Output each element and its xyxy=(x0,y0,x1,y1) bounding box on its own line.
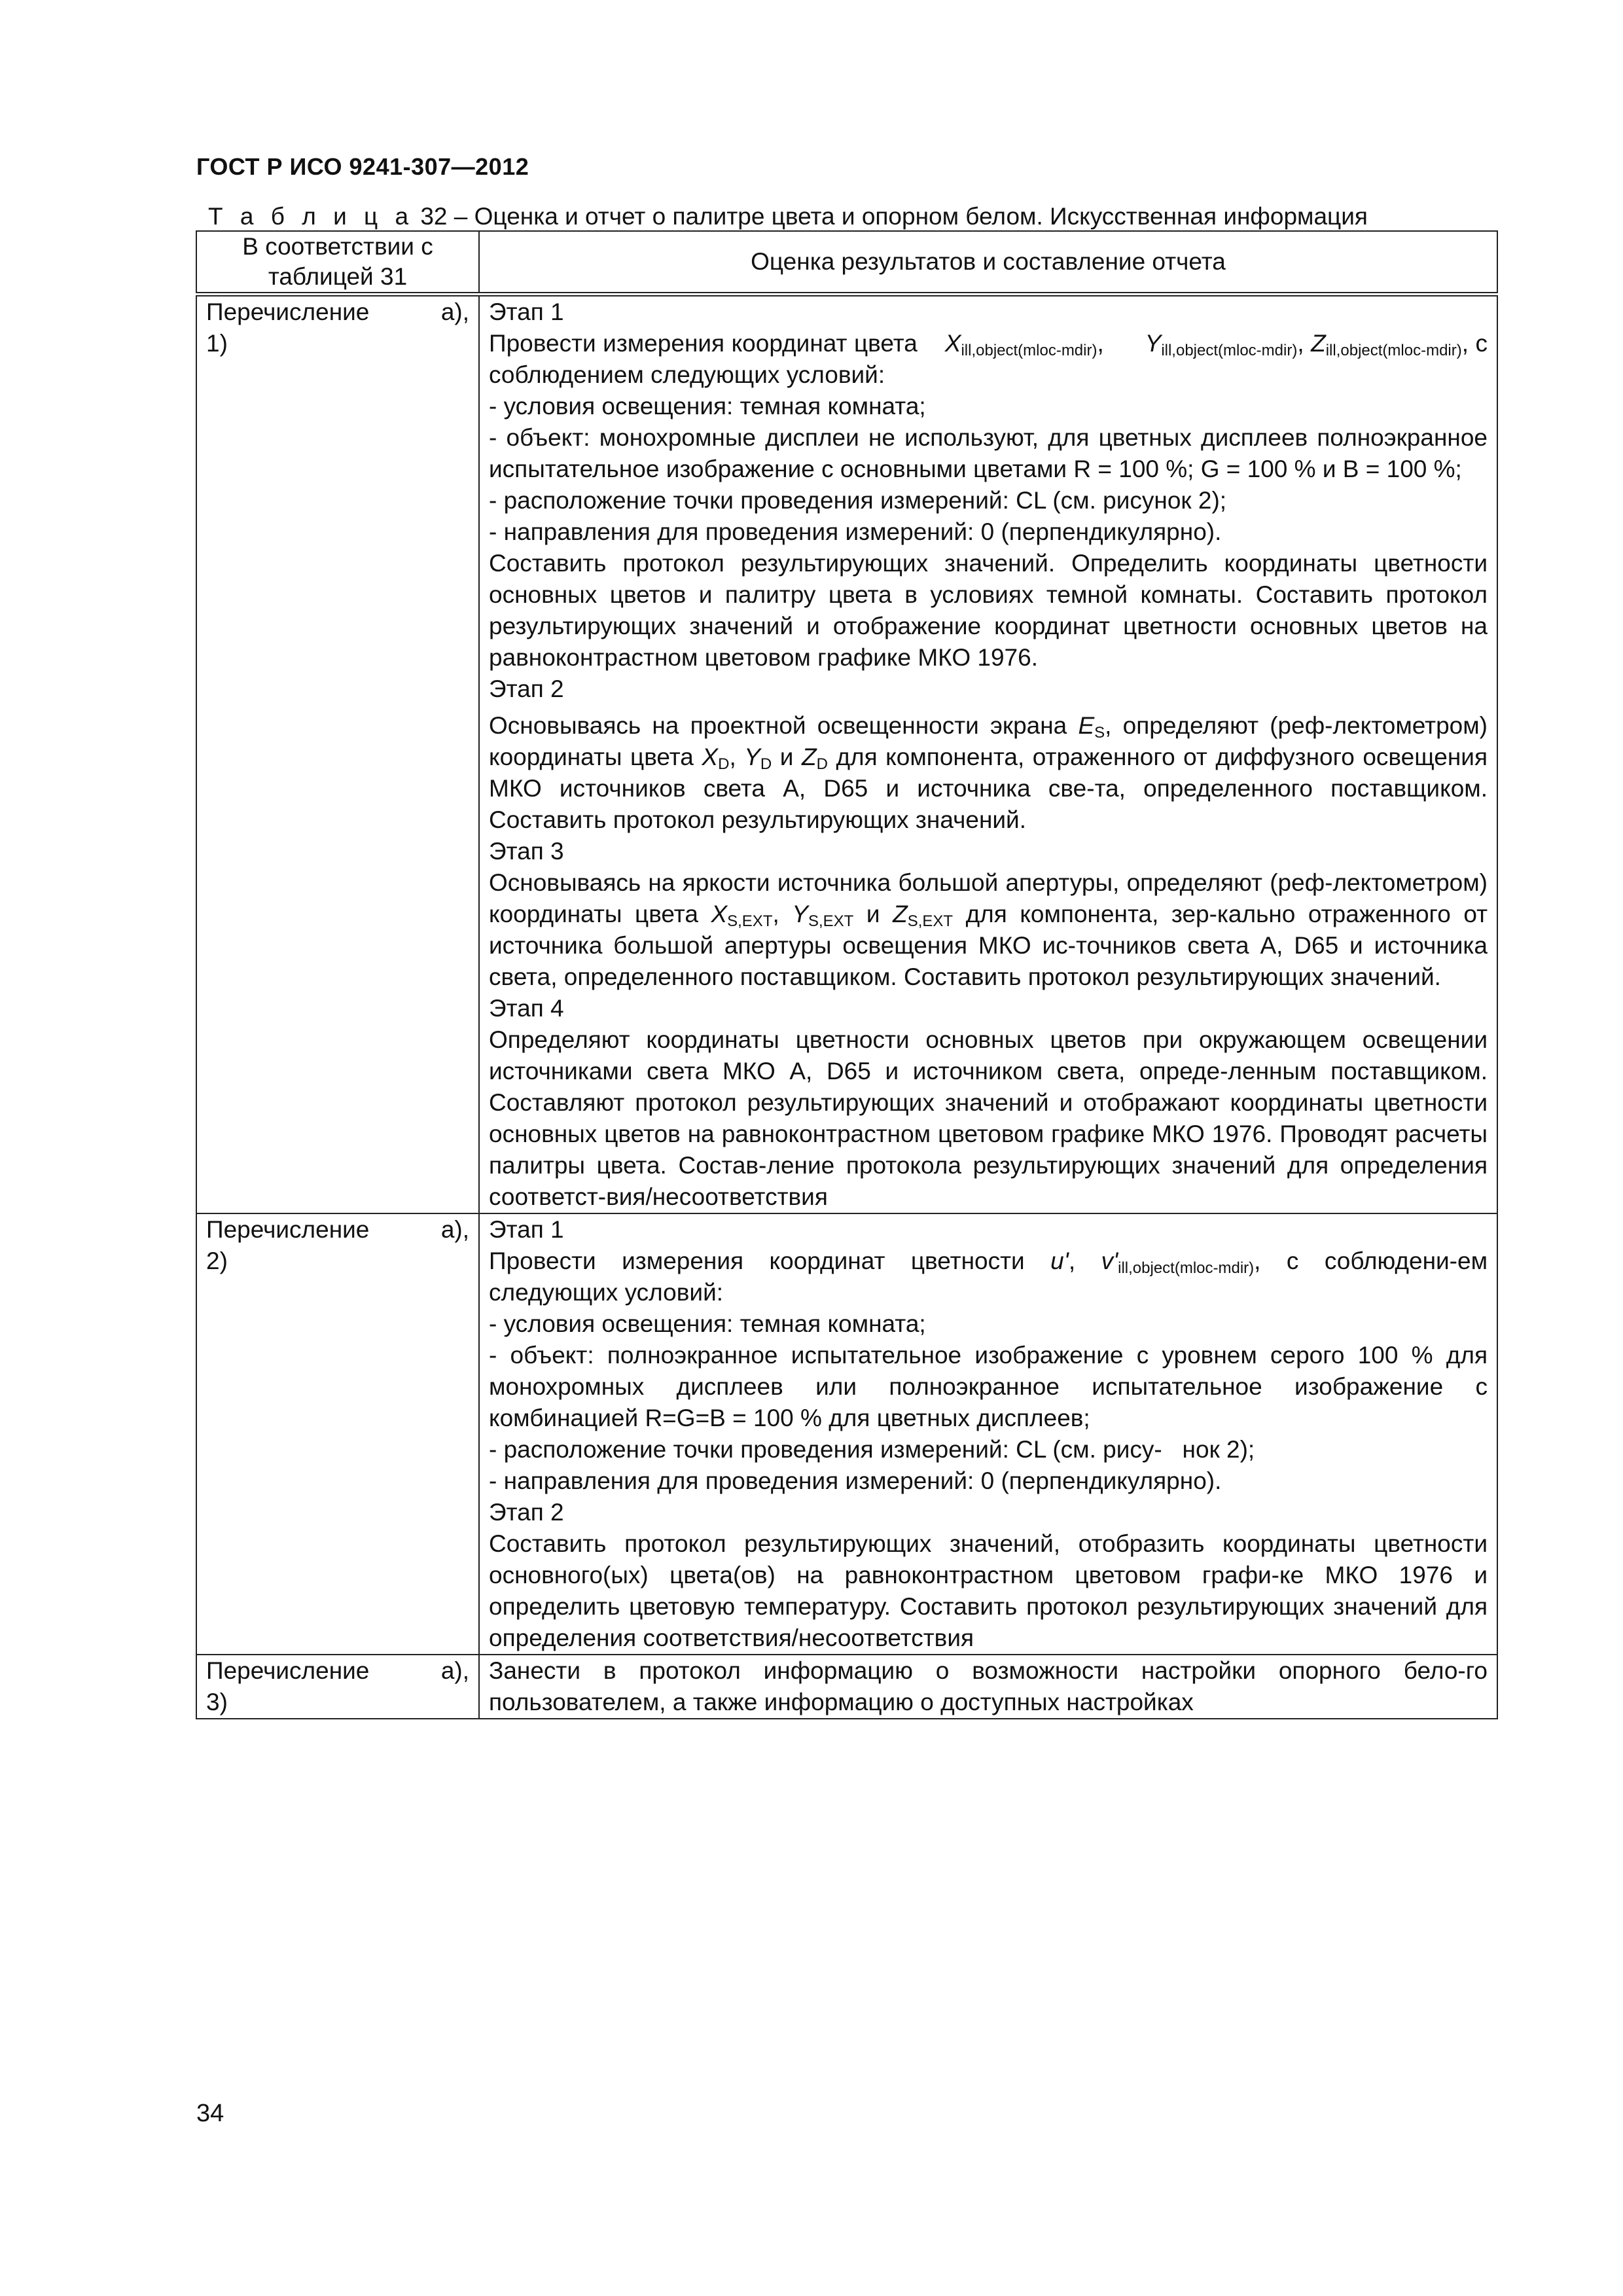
condition-line: - расположение точки проведения измерений: CL (см. рисунок 2); xyxy=(489,487,1227,514)
reference-cell xyxy=(196,1213,479,1655)
stage-title: Этап 1 xyxy=(489,1216,564,1243)
table-caption-label: Т а б л и ц а xyxy=(208,203,414,230)
reference-label: Перечисление xyxy=(206,298,370,325)
reference-item: а), xyxy=(440,1657,469,1684)
document-header: ГОСТ Р ИСО 9241-307—2012 xyxy=(196,153,529,180)
stage-title: Этап 1 xyxy=(489,298,564,325)
paragraph: Основываясь на яркости источника большой апертуры, определяют (реф-лектометром) координаты цвета $X_{S,EXT}$, $Y_{S,EXT}$ и $Z_{S,EXT}$ для компонента, зер-кально отраженного от источника большой апертуры освещения МКО ис-точников света А, D65 и источника света, определенного поставщиком. Составить протокол результирующих значений. xyxy=(489,869,1488,990)
table-header-row xyxy=(196,231,1497,295)
reference-line xyxy=(206,1214,469,1246)
evaluation-cell xyxy=(479,295,1497,1214)
paragraph: Определяют координаты цветности основных цветов при окружающем освещении источниками света МКО А, D65 и источником света, опреде-ленным поставщиком. Составляют протокол результирующих значений и отображают координаты цветности основных цветов на равноконтрастном цветовом графике МКО 1976. Проводят расчеты палитры цвета. Состав-ление протокола результирующих значений для определения соответст-вия/несоответствия xyxy=(489,1026,1488,1210)
stage-title: Этап 2 xyxy=(489,675,564,702)
reference-line xyxy=(206,1655,469,1687)
reference-number: 1) xyxy=(206,330,228,357)
paragraph: Составить протокол результирующих значений. Определить координаты цветности основных цветов и палитру цвета в условиях темной комнаты. Составить протокол результирующих значений и отображение координат цветности основных цветов на равноконтрастном цветовом графике МКО 1976. xyxy=(489,550,1488,671)
condition-line: - расположение точки проведения измерений: CL (см. рису- нок 2); xyxy=(489,1436,1255,1463)
reference-number: 2) xyxy=(206,1247,228,1274)
table-row xyxy=(196,295,1497,1214)
reference-item: а), xyxy=(440,1216,469,1243)
reference-item: а), xyxy=(440,298,469,325)
measurement-intro: Провести измерения координат цвета $X_{ill,object(mloc-mdir)}$, $Y_{ill,object(mloc-mdir)}$, $Z_{ill,object(mloc-mdir)}$, с соблюдением следующих условий: xyxy=(489,330,1488,388)
measurement-intro: Провести измерения координат цветности u', $v'_{ill,object(mloc-mdir)}$, с соблюдени-ем следующих условий: xyxy=(489,1247,1488,1306)
condition-line: - условия освещения: темная комната; xyxy=(489,1310,926,1337)
reference-line xyxy=(206,296,469,328)
page-number: 34 xyxy=(196,2100,224,2127)
evaluation-cell xyxy=(479,1655,1497,1719)
paragraph: Основываясь на проектной освещенности экрана $E_S$, определяют (реф-лектометром) координаты цвета $X_D$, $Y_D$ и $Z_D$ для компонента, отраженного от диффузного освещения МКО источников света А, D65 и источника све-та, определенного поставщиком. Составить протокол результирующих значений. xyxy=(489,712,1488,833)
header-cell-reference: В соответствии с таблицей 31 xyxy=(196,231,479,295)
condition-line: - направления для проведения измерений: 0 (перпендикулярно). xyxy=(489,1467,1222,1494)
stage-title: Этап 4 xyxy=(489,995,564,1022)
table-row xyxy=(196,1213,1497,1655)
reference-number: 3) xyxy=(206,1689,228,1715)
evaluation-table xyxy=(196,230,1498,1719)
condition-line: - объект: полноэкранное испытательное изображение с уровнем серого 100 % для монохромных дисплеев или полноэкранное испытательное изображение с комбинацией R=G=B = 100 % для цветных дисплеев; xyxy=(489,1342,1488,1431)
reference-cell xyxy=(196,1655,479,1719)
reference-cell xyxy=(196,295,479,1214)
condition-line: - условия освещения: темная комната; xyxy=(489,393,926,420)
evaluation-cell xyxy=(479,1213,1497,1655)
reference-label: Перечисление xyxy=(206,1657,370,1684)
table-caption-text: 32 – Оценка и отчет о палитре цвета и опорном белом. Искусственная информация xyxy=(420,203,1368,230)
condition-line: - направления для проведения измерений: 0 (перпендикулярно). xyxy=(489,518,1222,545)
paragraph: Занести в протокол информацию о возможности настройки опорного бело-го пользователем, а также информацию о доступных настройках xyxy=(489,1657,1488,1715)
table-row xyxy=(196,1655,1497,1719)
condition-line: - объект: монохромные дисплеи не используют, для цветных дисплеев полноэкранное испытательное изображение с основными цветами R = 100 %; G = 100 % и B = 100 %; xyxy=(489,424,1488,482)
header-cell-evaluation: Оценка результатов и составление отчета xyxy=(479,231,1497,295)
paragraph: Составить протокол результирующих значений, отобразить координаты цветности основного(ых) цвета(ов) на равноконтрастном цветовом графи-ке МКО 1976 и определить цветовую температуру. Составить протокол результирующих значений для определения соответствия/несоответствия xyxy=(489,1530,1488,1651)
stage-title: Этап 3 xyxy=(489,838,564,865)
reference-label: Перечисление xyxy=(206,1216,370,1243)
stage-title: Этап 2 xyxy=(489,1499,564,1526)
table-caption xyxy=(208,203,1504,230)
